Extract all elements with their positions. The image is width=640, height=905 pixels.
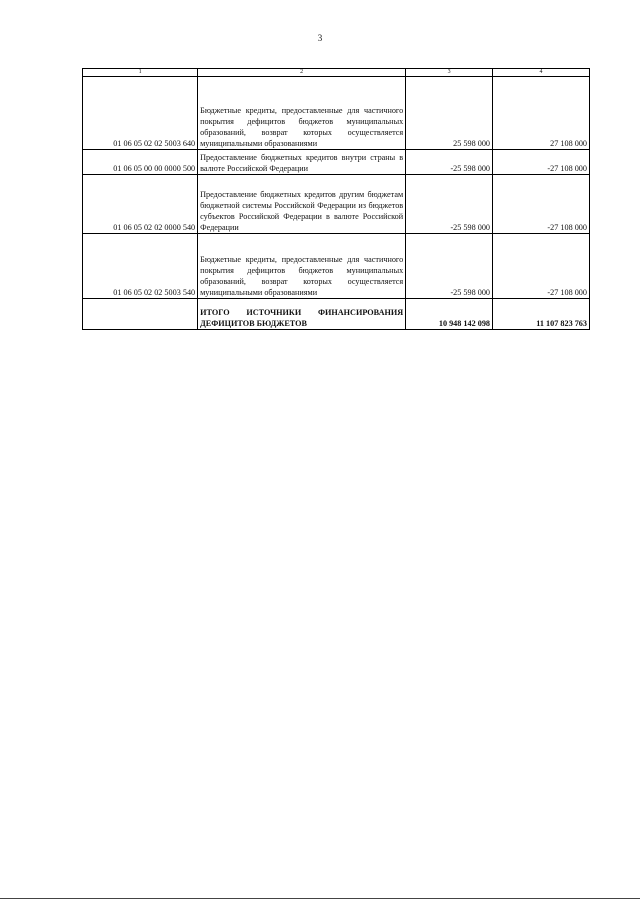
amount-col3: 25 598 000 [406, 77, 493, 150]
total-label: ИТОГО ИСТОЧНИКИ ФИНАНСИРОВАНИЯ ДЕФИЦИТОВ БЮДЖЕТОВ [198, 299, 406, 330]
row-description: Бюджетные кредиты, предоставленные для частичного покрытия дефицитов бюджетов муниципальных образований, возврат которых осуществляется муниципальными образованиями [198, 234, 406, 299]
page-number: 3 [317, 33, 323, 43]
amount-col3: -25 598 000 [406, 234, 493, 299]
amount-col4: -27 108 000 [493, 234, 590, 299]
table-row [83, 234, 590, 299]
amount-col4: 27 108 000 [493, 77, 590, 150]
row-description: Бюджетные кредиты, предоставленные для частичного покрытия дефицитов бюджетов муниципальных образований, возврат которых осуществляется муниципальными образованиями [198, 77, 406, 150]
table-row [83, 77, 590, 150]
table-row [83, 150, 590, 175]
column-header: 2 [198, 69, 406, 77]
budget-code: 01 06 05 02 02 5003 640 [83, 77, 198, 150]
budget-code: 01 06 05 02 02 5003 540 [83, 234, 198, 299]
amount-col3: -25 598 000 [406, 150, 493, 175]
total-row [83, 299, 590, 330]
table-row [83, 175, 590, 234]
total-col4: 11 107 823 763 [493, 299, 590, 330]
row-description: Предоставление бюджетных кредитов другим бюджетам бюджетной системы Российской Федерации из бюджетов субъектов Российской Федерации в валюте Российской Федерации [198, 175, 406, 234]
budget-code [83, 299, 198, 330]
amount-col3: -25 598 000 [406, 175, 493, 234]
row-description: Предоставление бюджетных кредитов внутри страны в валюте Российской Федерации [198, 150, 406, 175]
amount-col4: -27 108 000 [493, 175, 590, 234]
budget-sources-table [82, 68, 590, 330]
bottom-scan-edge [0, 898, 640, 899]
budget-code: 01 06 05 00 00 0000 500 [83, 150, 198, 175]
total-col3: 10 948 142 098 [406, 299, 493, 330]
amount-col4: -27 108 000 [493, 150, 590, 175]
column-header: 1 [83, 69, 198, 77]
table-header-row [83, 69, 590, 77]
column-header: 3 [406, 69, 493, 77]
budget-code: 01 06 05 02 02 0000 540 [83, 175, 198, 234]
column-header: 4 [493, 69, 590, 77]
